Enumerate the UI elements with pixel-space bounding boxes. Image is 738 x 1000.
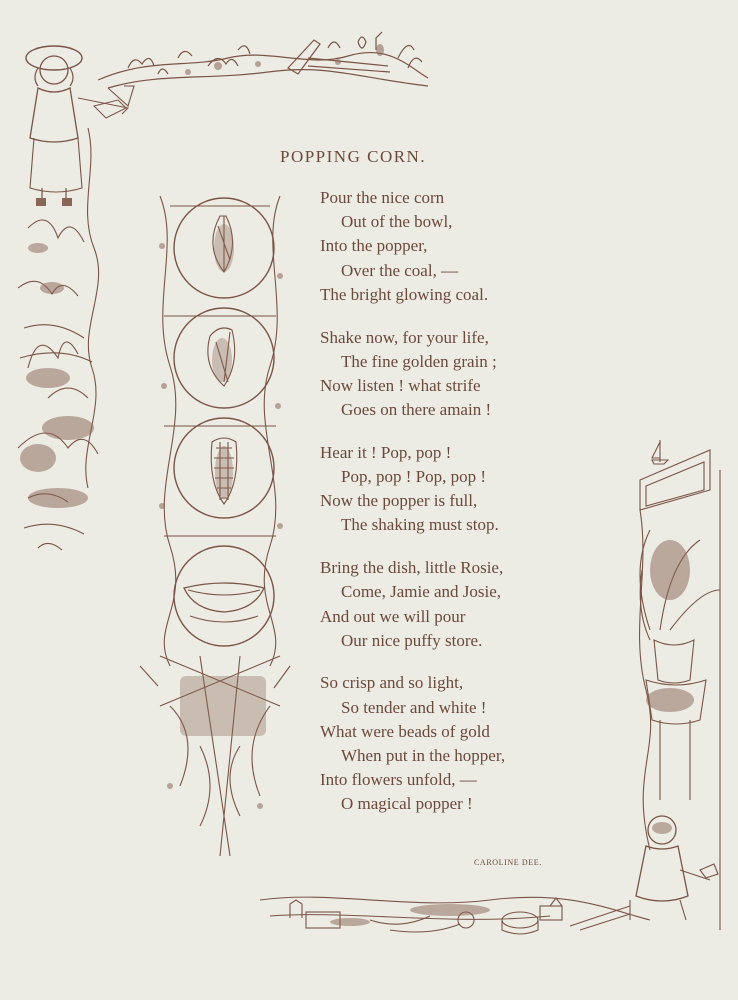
poem-line: Into the popper, <box>320 236 428 256</box>
poem-line: Our nice puffy store. <box>341 630 483 650</box>
poem-author: CAROLINE DEE. <box>474 858 542 867</box>
bottom-right-border-illustration <box>250 430 730 960</box>
poem-line: Pop, pop ! Pop, pop ! <box>341 467 486 487</box>
poem-line: The bright glowing coal. <box>320 284 489 304</box>
poem-line: The fine golden grain ; <box>341 351 497 371</box>
poem-line: What were beads of gold <box>320 721 490 741</box>
poem-line: And out we will pour <box>320 606 466 626</box>
poem-line: The shaking must stop. <box>341 515 499 535</box>
stanza <box>320 326 620 423</box>
poem-line: When put in the hopper, <box>341 746 506 766</box>
poem-line: So tender and white ! <box>341 697 487 717</box>
poem-line: Hear it ! Pop, pop ! <box>320 442 452 462</box>
girl-figure <box>26 46 134 206</box>
poem-line: O magical popper ! <box>341 794 473 814</box>
poem-line: Now the popper is full, <box>320 491 478 511</box>
poem-line: Come, Jamie and Josie, <box>341 582 502 602</box>
poem-line: Bring the dish, little Rosie, <box>320 558 504 578</box>
poem-line: Now listen ! what strife <box>320 375 481 395</box>
stanza <box>320 186 620 307</box>
poem-line: So crisp and so light, <box>320 673 464 693</box>
poem-line: Out of the bowl, <box>341 212 453 232</box>
poem-line: Pour the nice corn <box>320 188 445 207</box>
poem-line: Shake now, for your life, <box>320 327 489 347</box>
poem-line: Goes on there amain ! <box>341 400 492 420</box>
poem-line: Into flowers unfold, — <box>320 770 477 790</box>
poem-title: POPPING CORN. <box>280 147 427 166</box>
poem-line: Over the coal, — <box>341 260 459 280</box>
